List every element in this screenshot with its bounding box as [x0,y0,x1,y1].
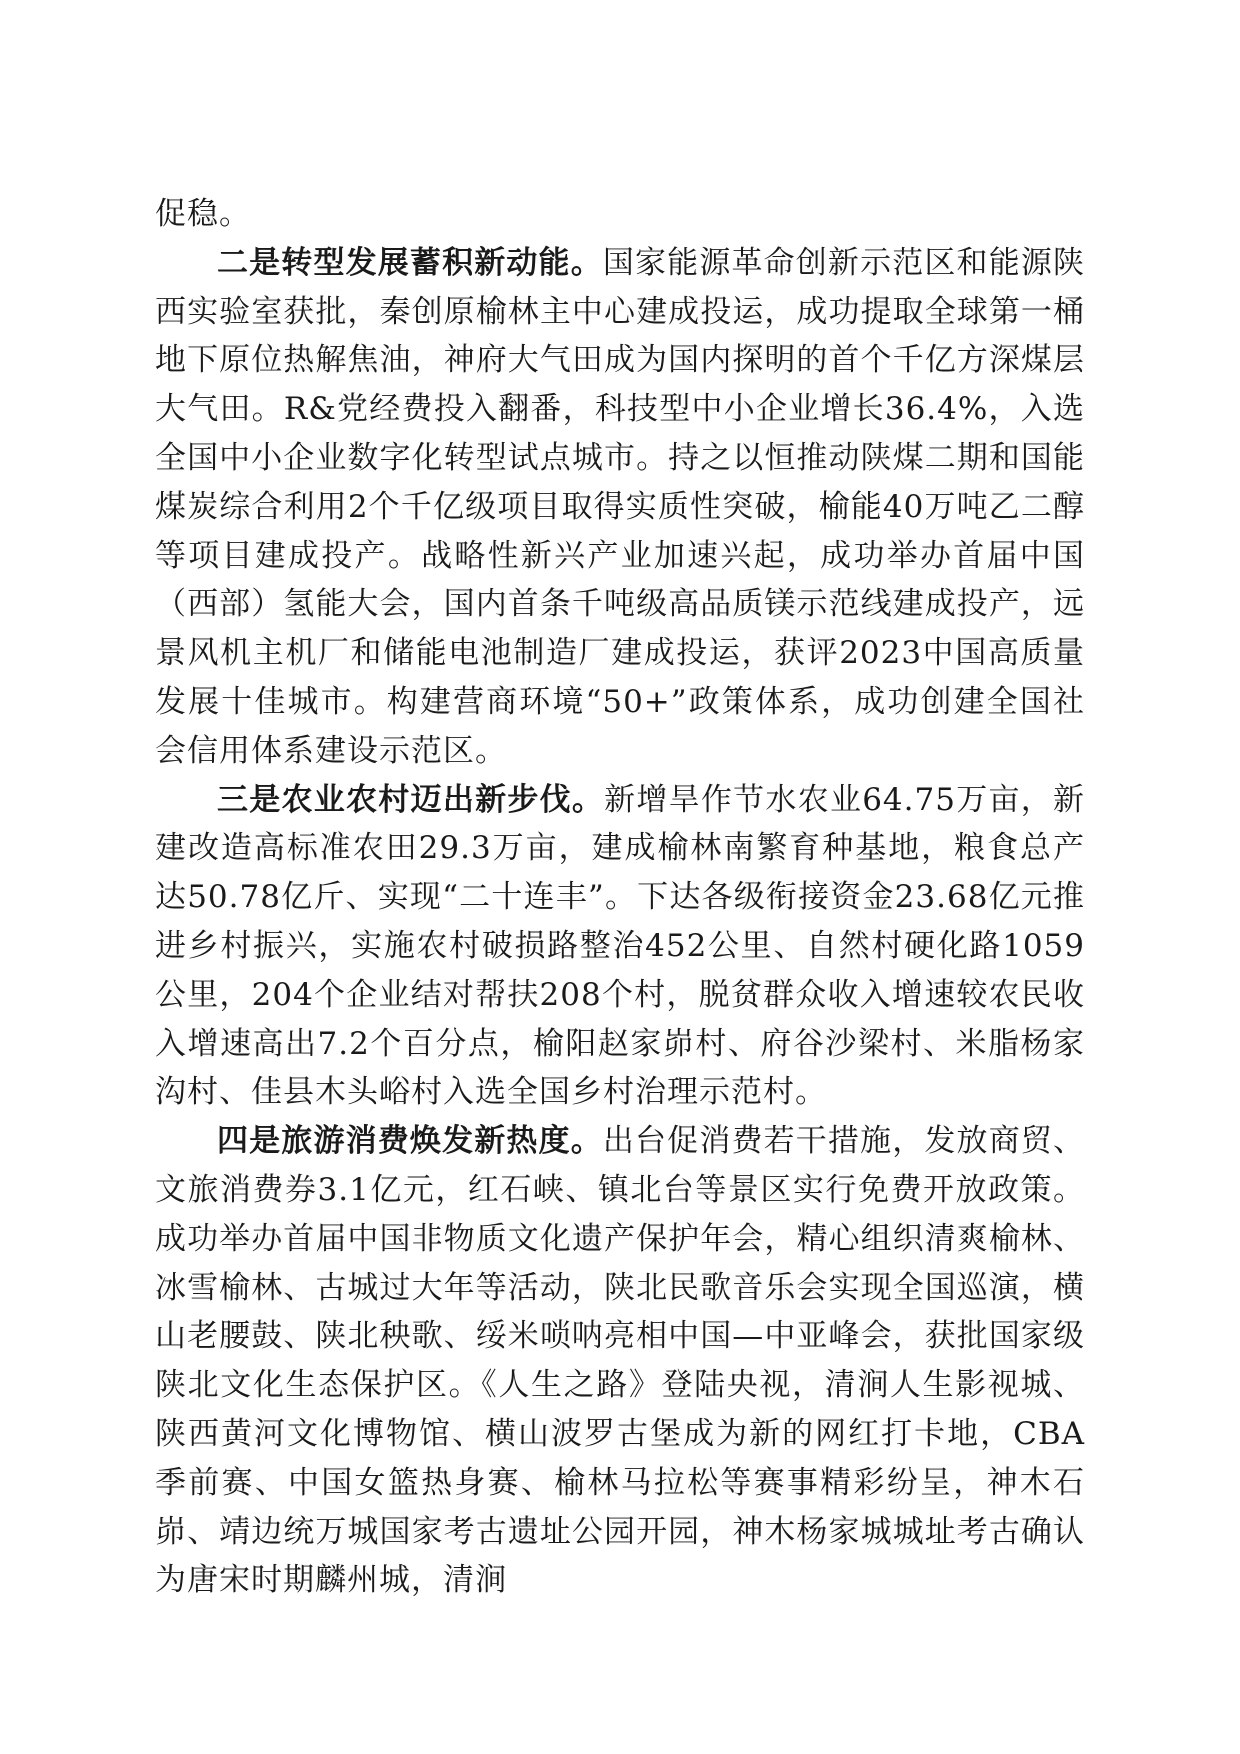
paragraph-continuation [155,190,1085,239]
paragraph-body: 出台促消费若干措施，发放商贸、文旅消费券3.1亿元，红石峡、镇北台等景区实行免费开放政策。成功举办首届中国非物质文化遗产保护年会，精心组织清爽榆林、冰雪榆林、古城过大年等活动，陕北民歌音乐会实现全国巡演，横山老腰鼓、陕北秧歌、绥米唢呐亮相中国—中亚峰会，获批国家级陕北文化生态保护区。《人生之路》登陆央视，清涧人生影视城、陕西黄河文化博物馆、横山波罗古堡成为新的网红打卡地，CBA季前赛、中国女篮热身赛、榆林马拉松等赛事精彩纷呈，神木石峁、靖边统万城国家考古遗址公园开园，神木杨家城城址考古确认为唐宋时期麟州城，清涧 [155,1123,1086,1599]
paragraph-body: 促稳。 [155,196,251,232]
paragraph-lead: 二是转型发展蓄积新动能。 [217,244,603,281]
paragraph-tourism [155,1117,1085,1605]
paragraph-lead: 三是农业农村迈出新步伐。 [217,781,605,818]
paragraph-lead: 四是旅游消费焕发新热度。 [217,1123,603,1160]
paragraph-agriculture [155,776,1085,1118]
paragraph-body: 新增旱作节水农业64.75万亩，新建改造高标准农田29.3万亩，建成榆林南繁育种基地，粮食总产达50.78亿斤、实现“二十连丰”。下达各级衔接资金23.68亿元推进乡村振兴，实施农村破损路整治452公里、自然村硬化路1059公里，204个企业结对帮扶208个村，脱贫群众收入增速较农民收入增速高出7.2个百分点，榆阳赵家峁村、府谷沙梁村、米脂杨家沟村、佳县木头峪村入选全国乡村治理示范村。 [155,781,1085,1111]
paragraph-transformation [155,239,1085,776]
document-page [155,190,1085,1605]
paragraph-body: 国家能源革命创新示范区和能源陕西实验室获批，秦创原榆林主中心建成投运，成功提取全球第一桶地下原位热解焦油，神府大气田成为国内探明的首个千亿方深煤层大气田。R&党经费投入翻番，科技型中小企业增长36.4%，入选全国中小企业数字化转型试点城市。持之以恒推动陕煤二期和国能煤炭综合利用2个千亿级项目取得实质性突破，榆能40万吨乙二醇等项目建成投产。战略性新兴产业加速兴起，成功举办首届中国（西部）氢能大会，国内首条千吨级高品质镁示范线建成投产，远景风机主机厂和储能电池制造厂建成投运，获评2023中国高质量发展十佳城市。构建营商环境“50+”政策体系，成功创建全国社会信用体系建设示范区。 [155,244,1086,769]
